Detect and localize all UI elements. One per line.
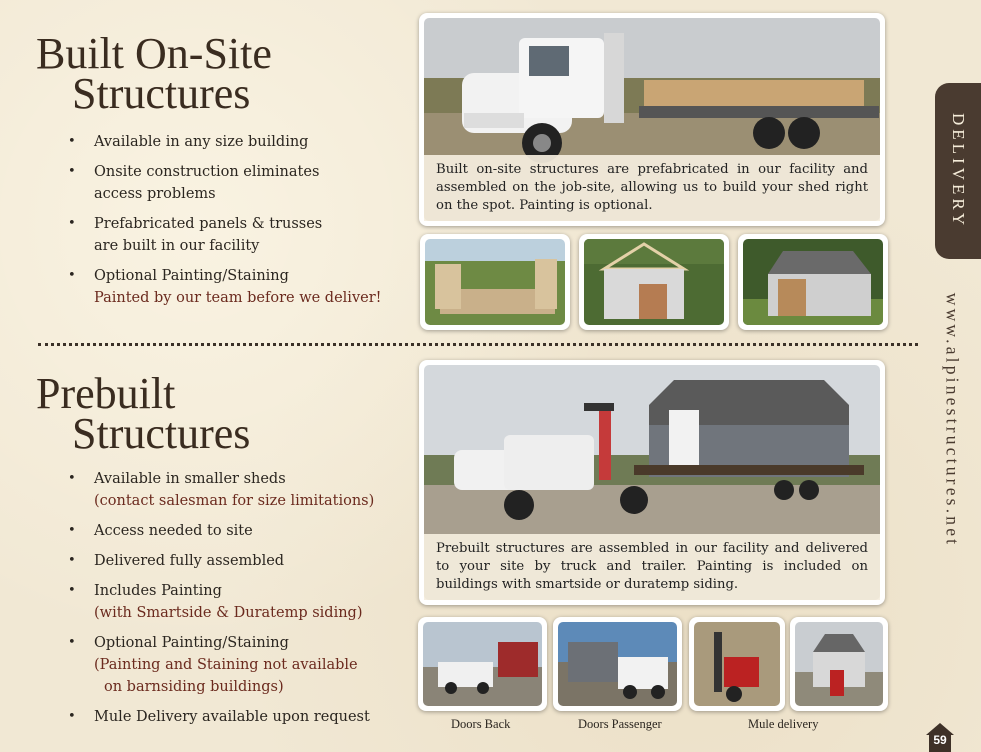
- section1-bullets: [68, 131, 381, 309]
- list-item: • Includes Painting (with Smartside & Duratemp siding): [68, 580, 374, 624]
- thumb-label-mule-delivery: Mule delivery: [748, 717, 819, 731]
- prebuilt-thumb-mule-1: [689, 617, 785, 711]
- section2-title-line1: Prebuilt: [36, 369, 176, 418]
- bullet-note: Painted by our team before we deliver!: [94, 290, 382, 306]
- onsite-thumb-floor: [420, 234, 570, 330]
- list-item: • Optional Painting/Staining Painted by our team before we deliver!: [68, 265, 381, 309]
- list-item: • Available in any size building: [68, 131, 381, 153]
- list-item: • Onsite construction eliminates access problems: [68, 161, 381, 205]
- list-item: • Delivered fully assembled: [68, 550, 374, 572]
- bullet-note: on barnsiding buildings): [104, 679, 284, 695]
- list-item: • Mule Delivery available upon request: [68, 706, 374, 728]
- onsite-thumb-finished: [738, 234, 888, 330]
- prebuilt-thumb-doors-back: [418, 617, 547, 711]
- thumb-label-doors-back: Doors Back: [451, 717, 511, 731]
- onsite-truck-photo-card: [419, 13, 885, 226]
- thumb-label-doors-passenger: Doors Passenger: [578, 717, 662, 731]
- bullet-note: (contact salesman for size limitations): [94, 493, 375, 509]
- bullet-note: (Painting and Staining not available: [94, 657, 358, 673]
- prebuilt-photo-caption: Prebuilt structures are assembled in our facility and delivered to your site by truck and trailer. Painting is included on buildings with smartside or duratemp siding.: [424, 534, 880, 600]
- section1-title-line2: Structures: [72, 69, 251, 118]
- section1-title-line1: Built On-Site: [36, 29, 272, 78]
- list-item: • Available in smaller sheds (contact salesman for size limitations): [68, 468, 374, 512]
- section2-title-line2: Structures: [72, 409, 251, 458]
- list-item: • Optional Painting/Staining (Painting and Staining not available on barnsiding buildings): [68, 632, 374, 698]
- section2-title: [36, 369, 251, 458]
- section-divider: [38, 343, 918, 346]
- bullet-note: (with Smartside & Duratemp siding): [94, 605, 363, 621]
- list-item: • Prefabricated panels & trusses are built in our facility: [68, 213, 381, 257]
- list-item: • Access needed to site: [68, 520, 374, 542]
- onsite-thumb-framing: [579, 234, 729, 330]
- onsite-photo-caption: Built on-site structures are prefabricated in our facility and assembled on the job-site, allowing us to build your shed right on the spot. Painting is optional.: [424, 155, 880, 221]
- page-number-badge: [925, 722, 955, 752]
- delivery-tab: [935, 83, 981, 259]
- page-number: 59: [933, 733, 947, 747]
- delivery-tab-label: DELIVERY: [949, 112, 968, 230]
- prebuilt-thumb-mule-2: [790, 617, 888, 711]
- prebuilt-truck-photo-card: [419, 360, 885, 605]
- section2-bullets: [68, 468, 374, 728]
- section1-title: [36, 29, 272, 118]
- prebuilt-thumb-doors-passenger: [553, 617, 682, 711]
